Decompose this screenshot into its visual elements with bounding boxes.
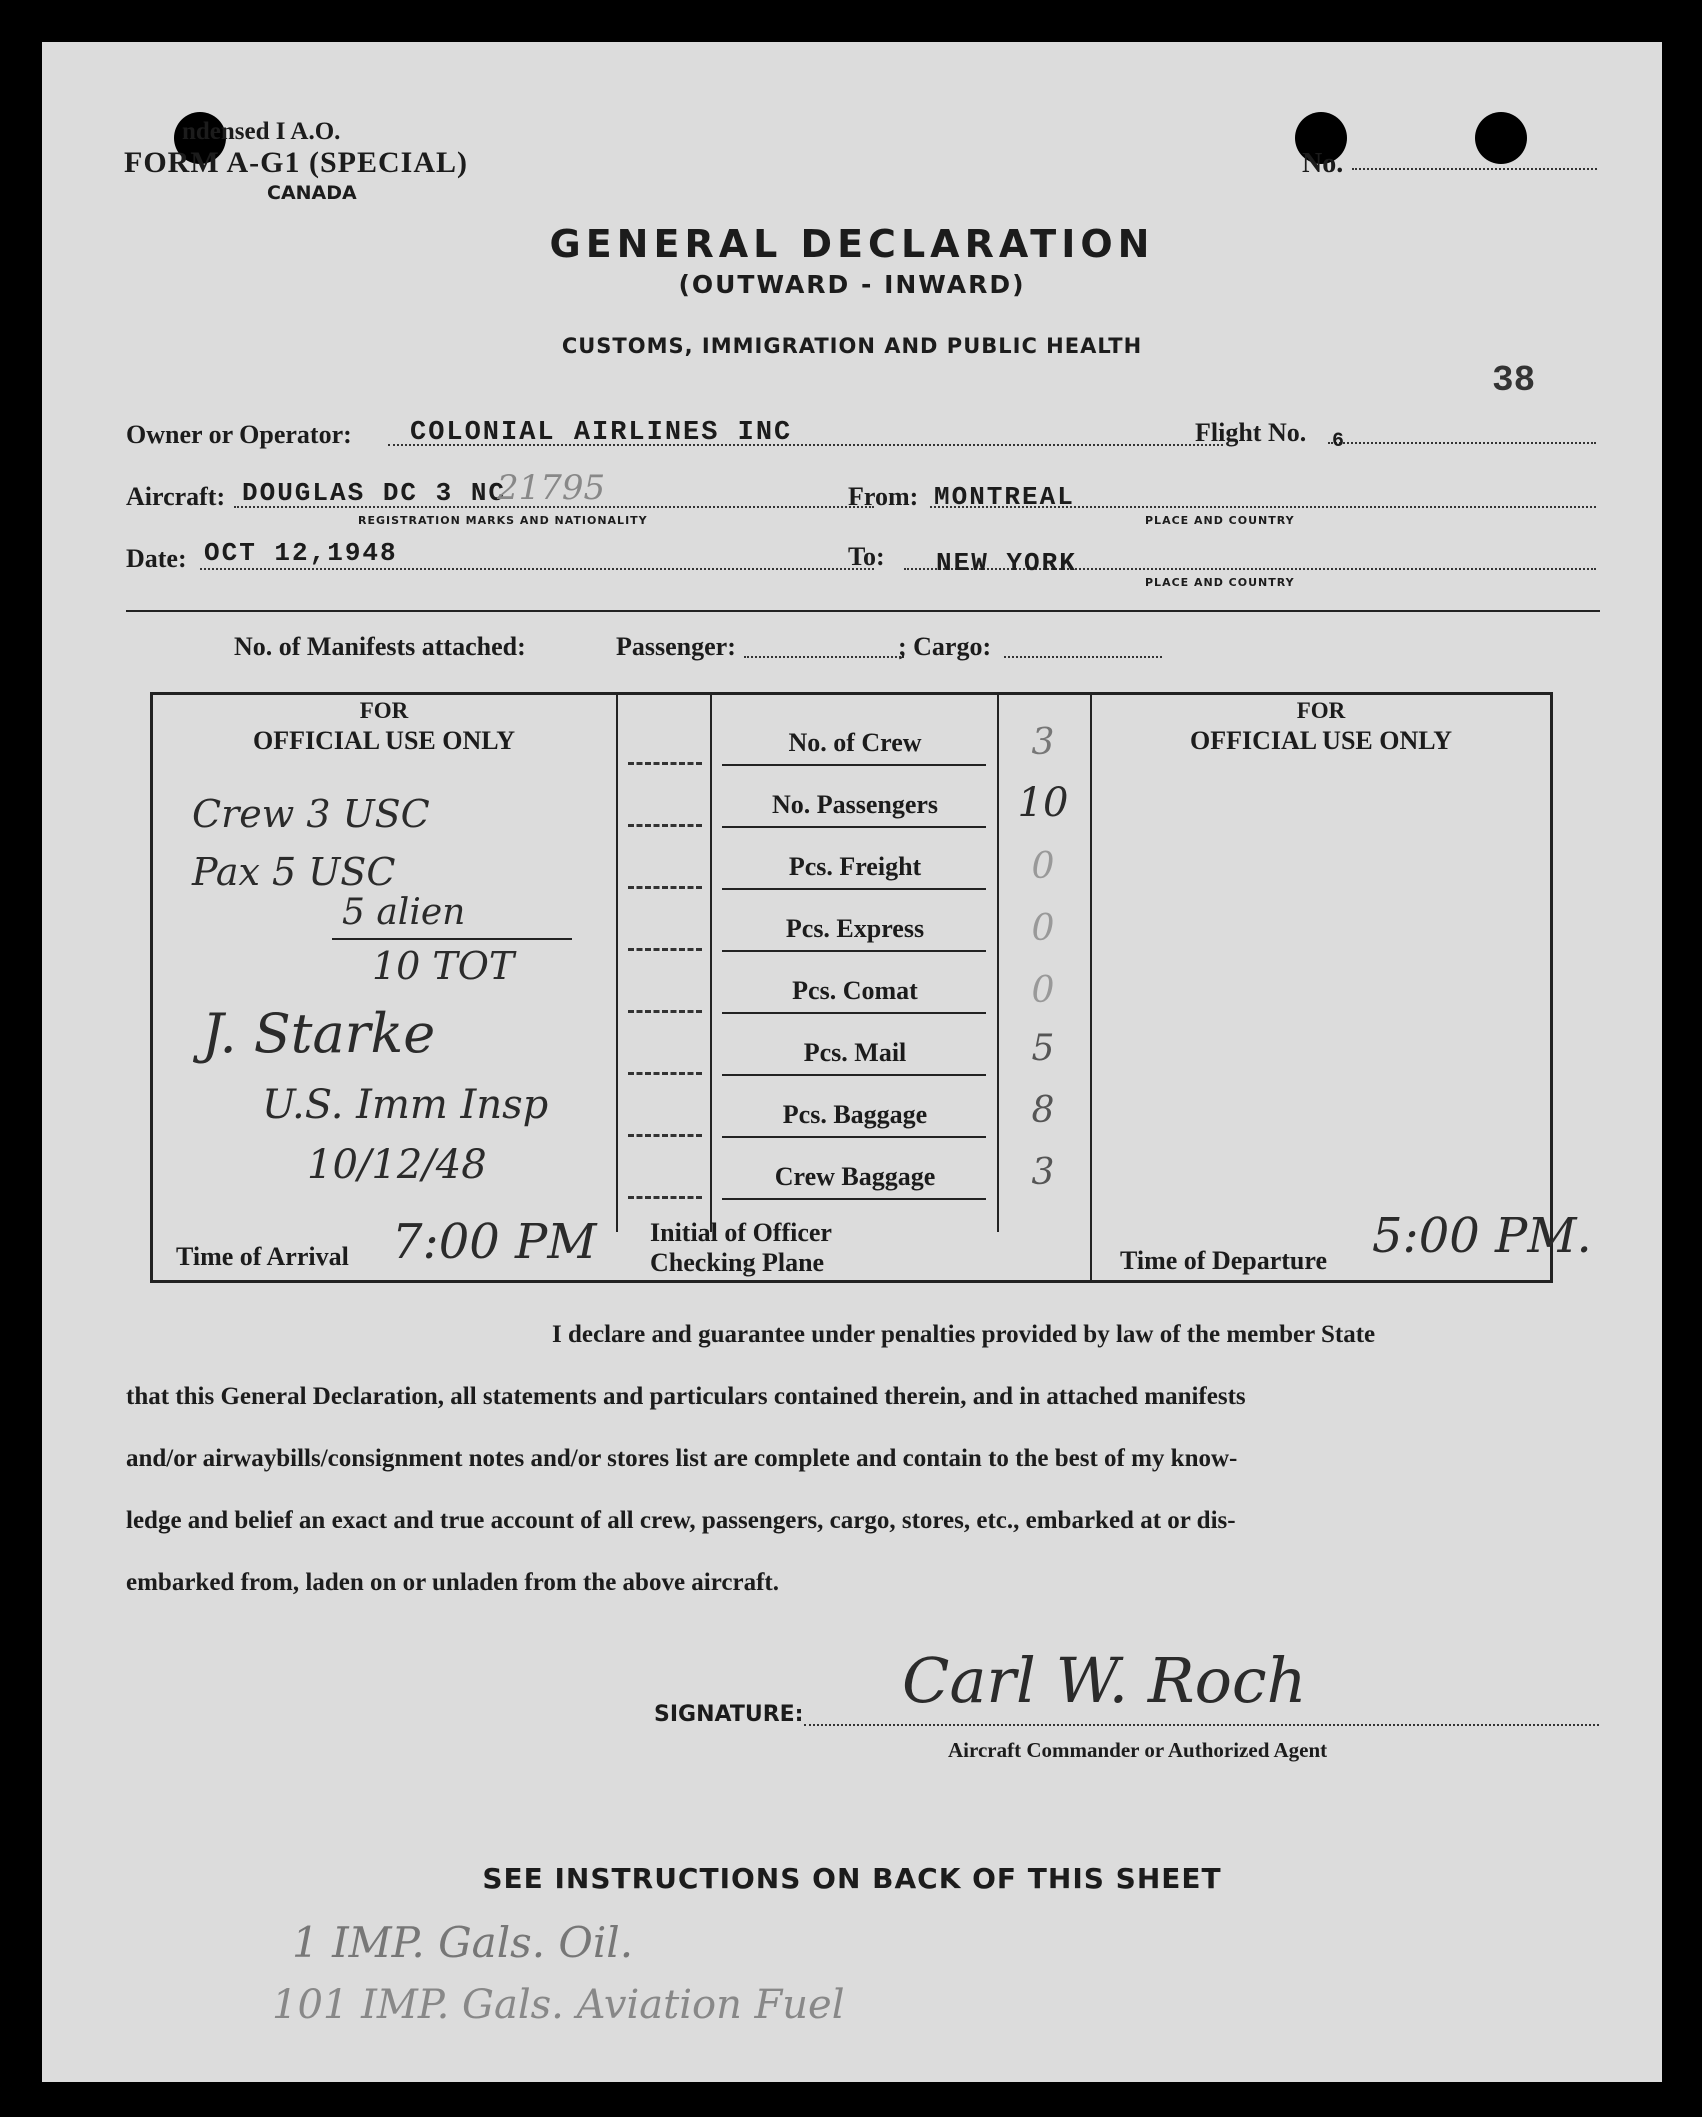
aircraft-value: DOUGLAS DC 3 NC: [242, 478, 507, 508]
cargo-manifest-line: [1004, 656, 1162, 658]
date-value: OCT 12,1948: [204, 538, 398, 568]
note-alien: 5 alien: [342, 892, 466, 933]
pencil-note-oil: 1 IMP. Gals. Oil.: [292, 1918, 634, 1967]
to-value: NEW YORK: [936, 548, 1077, 578]
note-total: 10 TOT: [372, 944, 515, 988]
page-title: GENERAL DECLARATION: [549, 222, 1155, 266]
from-label: From:: [848, 482, 919, 511]
declaration-line-4: ledge and belief an exact and true account of all crew, passengers, cargo, stores, etc., embarked at or dis-: [126, 1507, 1236, 1534]
header-divider: [126, 610, 1600, 612]
punch-hole-right: [1475, 112, 1527, 164]
left-official-heading: OFFICIAL USE ONLY: [253, 726, 515, 755]
inspector-signature: J. Starke: [202, 1002, 436, 1065]
flight-value: 6: [1332, 430, 1345, 453]
cargo-manifest-label: ; Cargo:: [898, 632, 992, 661]
page-subject: CUSTOMS, IMMIGRATION AND PUBLIC HEALTH: [561, 334, 1143, 358]
declaration-line-5: embarked from, laden on or unladen from the above aircraft.: [126, 1569, 779, 1596]
page-subtitle: (OUTWARD - INWARD): [678, 270, 1026, 299]
instructions-note: SEE INSTRUCTIONS ON BACK OF THIS SHEET: [482, 1862, 1222, 1895]
form-country: CANADA: [267, 182, 357, 204]
date-line: [200, 568, 874, 570]
page-number: 38: [1492, 360, 1536, 401]
arrival-label: Time of Arrival: [176, 1242, 349, 1271]
flight-label: Flight No.: [1195, 418, 1307, 447]
declaration-line-3: and/or airwaybills/consignment notes and/or stores list are complete and contain to the best of my know-: [126, 1445, 1238, 1472]
arrival-value: 7:00 PM: [392, 1214, 597, 1270]
owner-value: COLONIAL AIRLINES INC: [410, 418, 793, 448]
departure-label: Time of Departure: [1120, 1246, 1327, 1275]
left-official-for: FOR: [359, 698, 409, 723]
right-official-heading: OFFICIAL USE ONLY: [1190, 726, 1452, 755]
note-crew: Crew 3 USC: [192, 792, 430, 836]
flight-line: [1328, 442, 1596, 444]
condensed-icao-label: ndensed I A.O.: [182, 118, 341, 145]
aircraft-handwritten-number: 21795: [497, 468, 606, 508]
declaration-line-2: that this General Declaration, all statements and particulars contained therein, and in attached manifests: [126, 1383, 1246, 1410]
signature-line: [804, 1724, 1599, 1726]
passenger-manifest-label: Passenger:: [616, 632, 736, 661]
document-no-line: [1352, 168, 1597, 170]
right-official-for: FOR: [1296, 698, 1346, 723]
document-page: ndensed I A.O. FORM A-G1 (SPECIAL) CANADA No. GENERAL DECLARATION (OUTWARD - INWARD) CUSTOMS, IMMIGRATION AND PUBLIC HEALTH 38 Owner or Operator: COLONIAL AIRLINES INC Flight No. 6 Aircraft: DOUGLAS DC 3 NC 21795 REGISTRATION MARKS AND NATIONALITY From: MONTREAL PLACE AND COUNTRY Date: OCT 12,1948 To: NEW YORK PLACE AND COUNTRY No. of Manifests attached: Passenger: ; Cargo: FOR OFFICIAL USE ONLY FOR OFFICIAL USE ONLY No. of Crew 3 No. Passengers 10 Pcs. Freight 0 Pcs. Express 0 Pcs. Comat 0 Pcs. Mail 5 Pcs. Baggage 8 Crew Baggage 3 Crew 3 USC Pax 5 USC 5 alien 10 TOT J. Starke U.S. Imm Insp 10/12/48 Time of Arrival 7:00 PM Initial of Officer Checking Plane Time of Departure 5:00 PM. I declare and guarantee under penalties provided by law of the member State that this General Declaration, all statements and particulars contained therein, and in attached manifests and/or airwaybills/consignment notes and/or stores list are complete and contain to the best of my know- ledge and belief an exact and true account of all crew, passengers, cargo, stores, etc., embarked at or dis- embarked from, laden on or unladen from the above aircraft. SIGNATURE: Carl W. Roch Aircraft Commander or Authorized Agent SEE INSTRUCTIONS ON BACK OF THIS SHEET 1 IMP. Gals. Oil. 101 IMP. Gals. Aviation Fuel: [42, 42, 1662, 2082]
to-caption: PLACE AND COUNTRY: [1145, 576, 1295, 589]
departure-value: 5:00 PM.: [1372, 1208, 1592, 1264]
declaration-line-1: I declare and guarantee under penalties provided by law of the member State: [552, 1321, 1376, 1348]
note-pax: Pax 5 USC: [192, 850, 396, 894]
from-caption: PLACE AND COUNTRY: [1145, 514, 1295, 527]
officer-label-1: Initial of Officer: [650, 1218, 832, 1247]
aircraft-caption: REGISTRATION MARKS AND NATIONALITY: [358, 514, 648, 527]
manifests-label: No. of Manifests attached:: [234, 632, 526, 661]
date-label: Date:: [126, 544, 187, 573]
to-label: To:: [848, 542, 885, 571]
from-value: MONTREAL: [934, 482, 1075, 512]
aircraft-label: Aircraft:: [126, 482, 226, 511]
inspector-title: U.S. Imm Insp: [262, 1082, 549, 1128]
inspector-date: 10/12/48: [307, 1142, 487, 1188]
document-no-label: No.: [1302, 148, 1344, 179]
signature-label: SIGNATURE:: [654, 1702, 804, 1727]
form-number: FORM A-G1 (SPECIAL): [124, 146, 468, 179]
passenger-manifest-line: [744, 656, 904, 658]
owner-label: Owner or Operator:: [126, 420, 352, 449]
pencil-note-fuel: 101 IMP. Gals. Aviation Fuel: [272, 1982, 845, 2028]
signature-caption: Aircraft Commander or Authorized Agent: [948, 1738, 1328, 1762]
officer-label-2: Checking Plane: [650, 1248, 825, 1277]
note-sum-line: [332, 938, 572, 940]
signature-value: Carl W. Roch: [902, 1644, 1307, 1717]
